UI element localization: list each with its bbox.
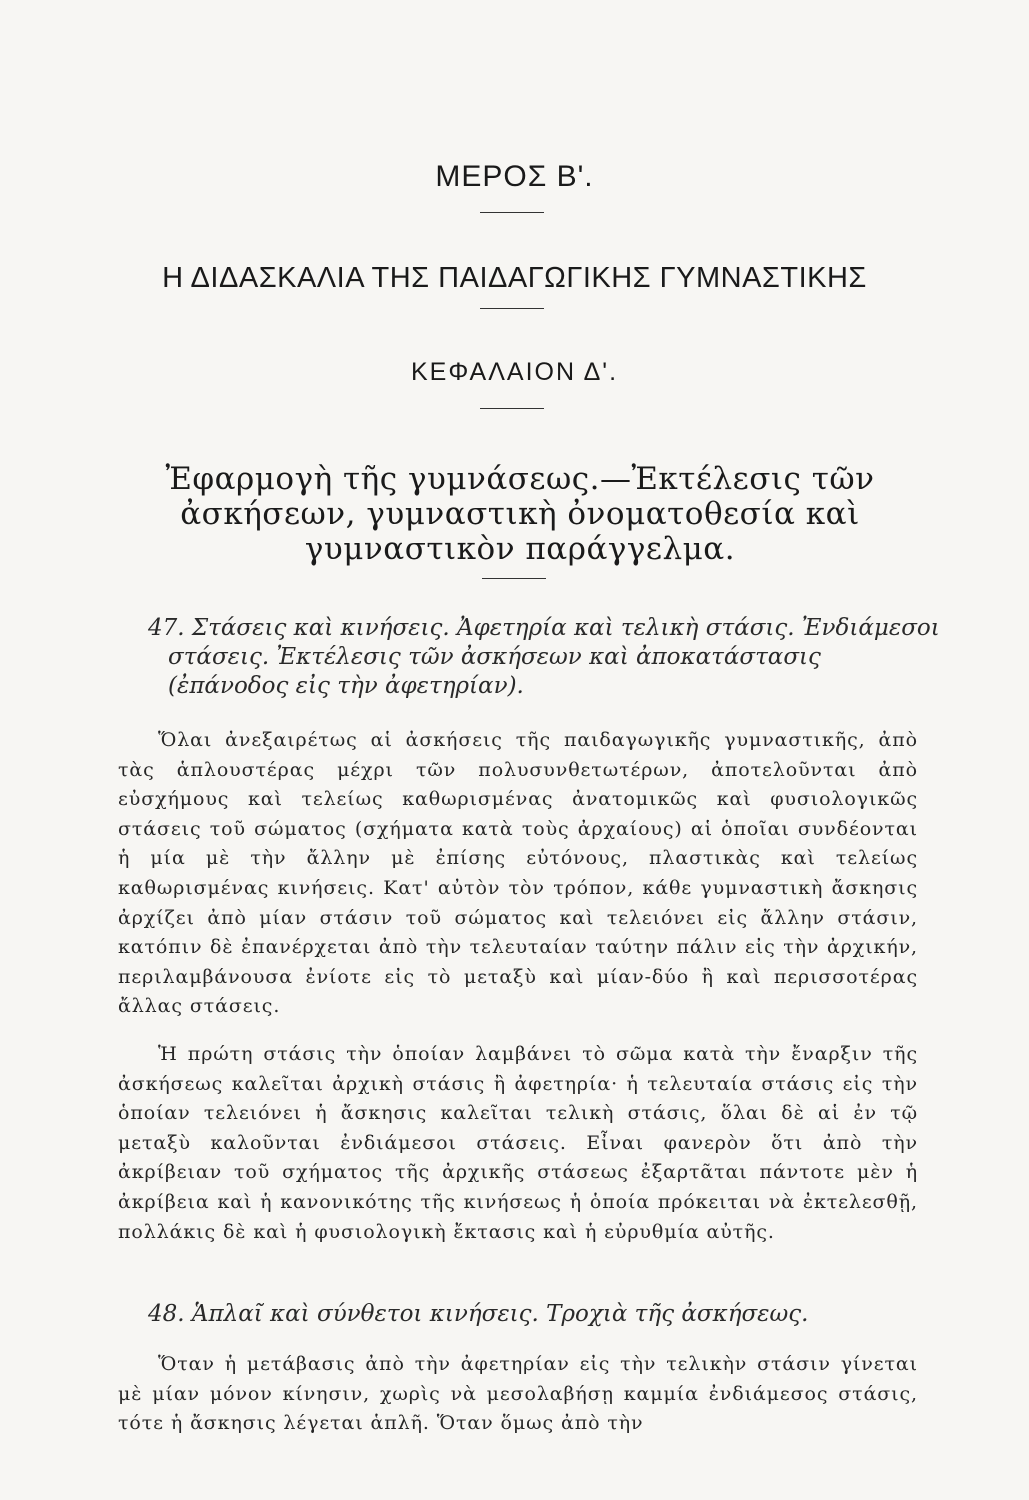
part-title: ΜΕΡΟΣ Β'.: [435, 160, 594, 193]
section-heading-48: 48. Ἁπλαῖ καὶ σύνθετοι κινήσεις. Τροχιὰ τῆς ἀσκήσεως.: [148, 1301, 809, 1327]
paragraph-text: Ὅλαι ἀνεξαιρέτως αἱ ἀσκήσεις τῆς παιδαγωγικῆς γυμναστικῆς, ἀπὸ τὰς ἁπλουστέρας μέχρι τῶν πολυσυνθετωτέρων, ἀποτελοῦνται ἀπὸ εὐσχήμους καὶ τελείως καθωρισμένας ἀνατομικῶς καὶ φυσιολογικῶς στάσεις τοῦ σώματος (σχήματα κατὰ τοὺς ἀρχαίους) αἱ ὁποῖαι συνδέονται ἡ μία μὲ τὴν ἄλλην μὲ ἐπίσης εὐτόνους, πλαστικὰς καὶ τελείως καθωρισμένας κινήσεις. Κατ' αὐτὸν τὸν τρόπον, κάθε γυμναστικὴ ἄσκησις ἀρχίζει ἀπὸ μίαν στάσιν τοῦ σώματος καὶ τελειόνει εἰς ἄλλην στάσιν, κατόπιν δὲ ἐπανέρχεται ἀπὸ τὴν τελευταίαν ταύτην πάλιν εἰς τὴν ἀρχικήν, περιλαμβάνουσα ἐνίοτε εἰς τὸ μεταξὺ καὶ μίαν-δύο ἢ καὶ περισσοτέρας ἄλλας στάσεις.: [118, 729, 918, 1018]
divider-rule: [482, 578, 546, 579]
body-paragraph: [118, 1350, 918, 1439]
subject-title: Η ΔΙΔΑΣΚΑΛΙΑ ΤΗΣ ΠΑΙΔΑΓΩΓΙΚΗΣ ΓΥΜΝΑΣΤΙΚΗΣ: [162, 262, 867, 294]
body-paragraph: [118, 726, 918, 1022]
body-paragraph: [118, 1040, 918, 1247]
paragraph-text: Ὅταν ἡ μετάβασις ἀπὸ τὴν ἀφετηρίαν εἰς τὴν τελικὴν στάσιν γίνεται μὲ μίαν μόνον κίνησιν, χωρὶς νὰ μεσολαβήσῃ καμμία ἐνδιάμεσος στάσις, τότε ἡ ἄσκησις λέγεται ἁπλῆ. Ὅταν ὅμως ἀπὸ τὴν: [118, 1353, 918, 1435]
paragraph-text: Ἡ πρώτη στάσις τὴν ὁποίαν λαμβάνει τὸ σῶμα κατὰ τὴν ἔναρξιν τῆς ἀσκήσεως καλεῖται ἀρχικὴ στάσις ἢ ἀφετηρία· ἡ τελευταία στάσις εἰς τὴν ὁποίαν τελειόνει ἡ ἄσκησις καλεῖται τελικὴ στάσις, ὅλαι δὲ αἱ ἐν τῷ μεταξὺ καλοῦνται ἐνδιάμεσοι στάσεις. Εἶναι φανερὸν ὅτι ἀπὸ τὴν ἀκρίβειαν τοῦ σχήματος τῆς ἀρχικῆς στάσεως ἐξαρτᾶται πάντοτε μὲν ἡ ἀκρίβεια καὶ ἡ κανονικότης τῆς κινήσεως ἡ ὁποία πρόκειται νὰ ἐκτελεσθῇ, πολλάκις δὲ καὶ ἡ φυσιολογικὴ ἔκτασις καὶ ἡ εὐρυθμία αὐτῆς.: [118, 1043, 918, 1243]
divider-rule: [480, 212, 544, 213]
divider-rule: [480, 408, 544, 409]
section-heading-47: 47. Στάσεις καὶ κινήσεις. Ἀφετηρία καὶ τελικὴ στάσις. Ἐνδιάμεσοι στάσεις. Ἐκτέλεσις τῶν ἀσκήσεων καὶ ἀποκατάστασις (ἐπάνοδος εἰς τὴν ἀφετηρίαν).: [148, 615, 940, 699]
chapter-title: ΚΕΦΑΛΑΙΟΝ Δ'.: [410, 358, 619, 386]
divider-rule: [480, 308, 544, 309]
chapter-heading: Ἐφαρμογὴ τῆς γυμνάσεως.—Ἐκτέλεσις τῶν ἀσκήσεων, γυμναστικὴ ὀνοματοθεσία καὶ γυμναστικὸν παράγγελμα.: [165, 461, 875, 567]
